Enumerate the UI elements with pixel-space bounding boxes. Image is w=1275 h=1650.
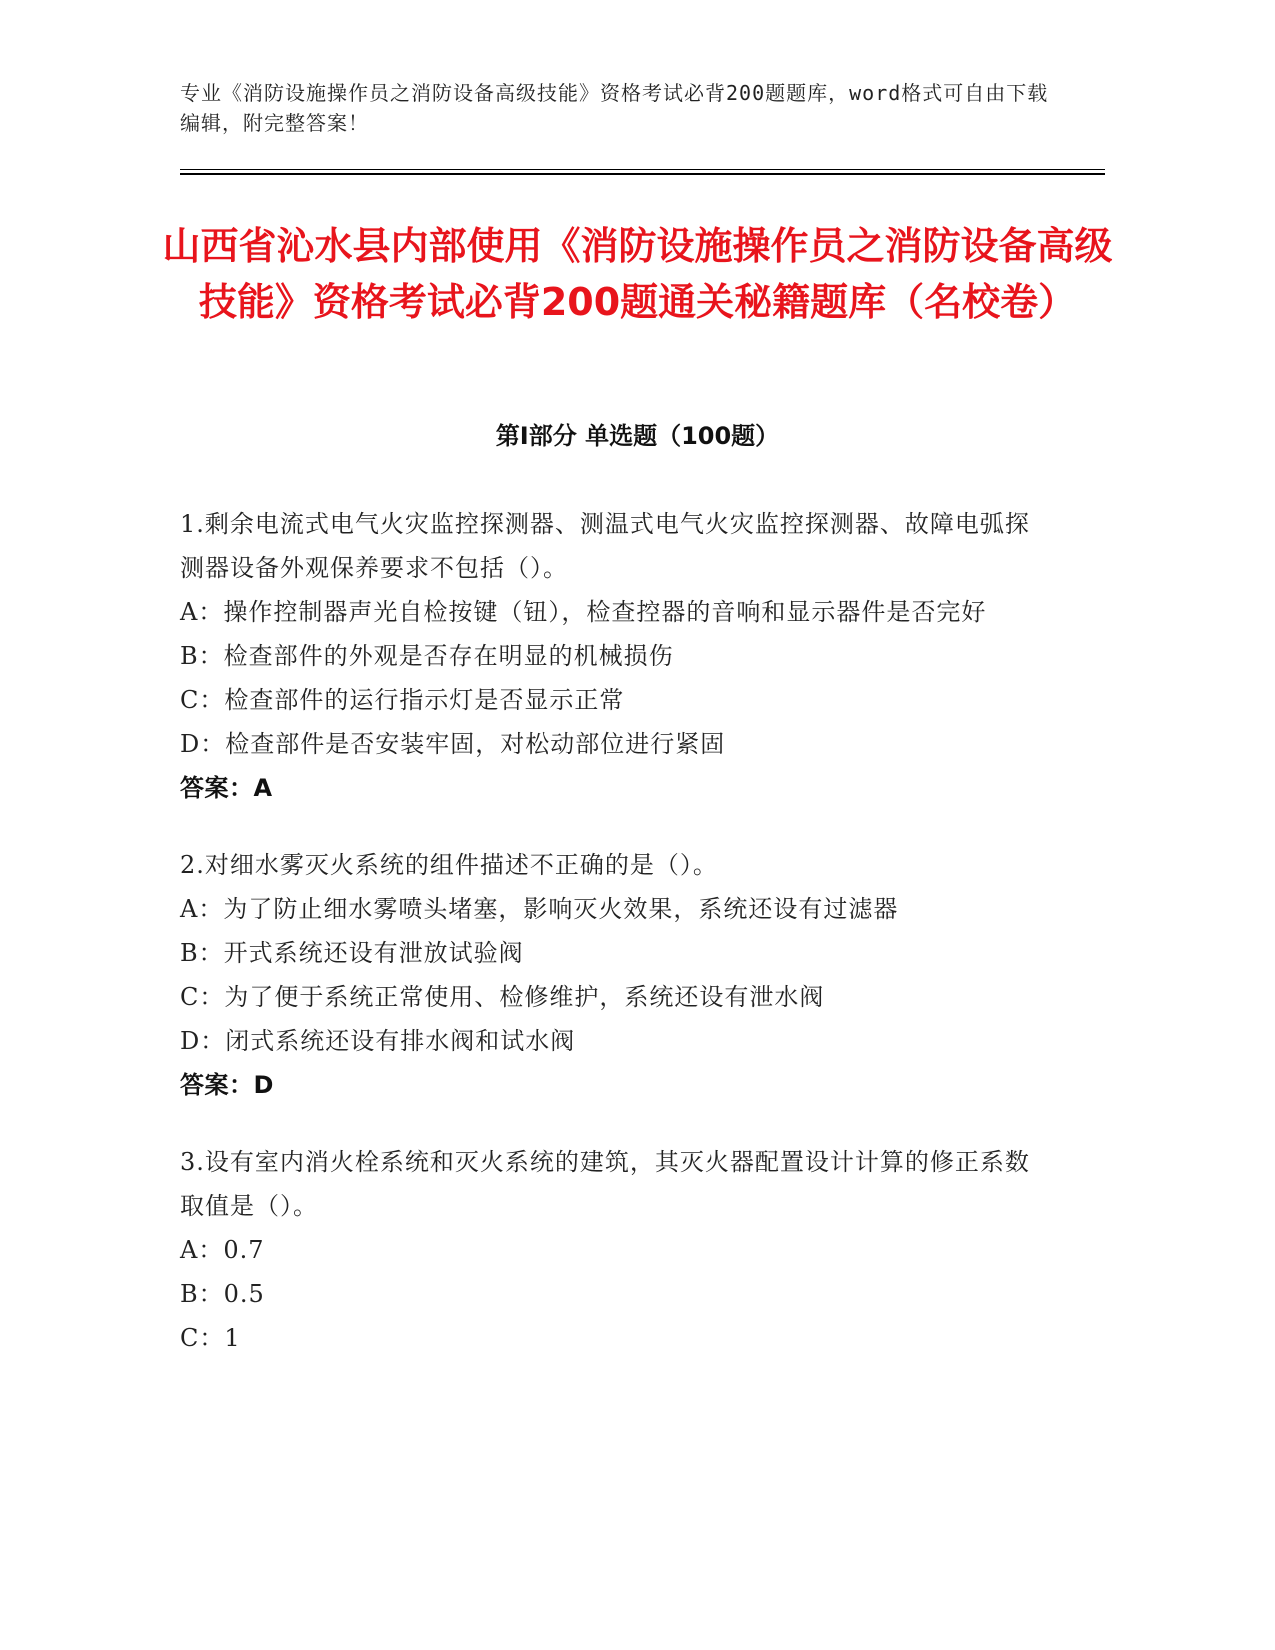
option-a: A：操作控制器声光自检按键（钮），检查控器的音响和显示器件是否完好 — [180, 598, 987, 626]
option-b: B：开式系统还设有泄放试验阀 — [180, 939, 524, 967]
question-list — [180, 502, 1040, 1393]
option-b: B：检查部件的外观是否存在明显的机械损伤 — [180, 642, 674, 670]
answer: 答案：A — [180, 774, 273, 802]
header-divider-thick — [180, 173, 1105, 175]
header-note: 专业《消防设施操作员之消防设备高级技能》资格考试必背200题题库，word格式可自由下载编辑，附完整答案！ — [180, 81, 1049, 135]
option-c: C：1 — [180, 1324, 241, 1352]
option-c: C：检查部件的运行指示灯是否显示正常 — [180, 686, 625, 714]
option-d: D：检查部件是否安装牢固，对松动部位进行紧固 — [180, 730, 726, 758]
question-stem: 2.对细水雾灭火系统的组件描述不正确的是（）。 — [180, 851, 718, 879]
question-stem: 3.设有室内消火栓系统和灭火系统的建筑，其灭火器配置设计计算的修正系数取值是（）。 — [180, 1148, 1030, 1220]
question-1 — [180, 502, 1040, 810]
question-2 — [180, 843, 1040, 1107]
answer: 答案：D — [180, 1071, 274, 1099]
option-a: A：0.7 — [180, 1236, 265, 1264]
section-heading: 第Ⅰ部分 单选题（100题） — [495, 422, 780, 450]
option-b: B：0.5 — [180, 1280, 265, 1308]
option-c: C：为了便于系统正常使用、检修维护，系统还设有泄水阀 — [180, 983, 825, 1011]
header-divider-thin — [180, 169, 1105, 170]
option-a: A：为了防止细水雾喷头堵塞，影响灭火效果，系统还设有过滤器 — [180, 895, 899, 923]
question-stem: 1.剩余电流式电气火灾监控探测器、测温式电气火灾监控探测器、故障电弧探测器设备外观保养要求不包括（）。 — [180, 510, 1030, 582]
option-d: D：闭式系统还设有排水阀和试水阀 — [180, 1027, 576, 1055]
question-3 — [180, 1140, 1040, 1360]
document-title: 山西省沁水县内部使用《消防设施操作员之消防设备高级技能》资格考试必背200题通关秘籍题库（名校卷） — [162, 224, 1113, 324]
